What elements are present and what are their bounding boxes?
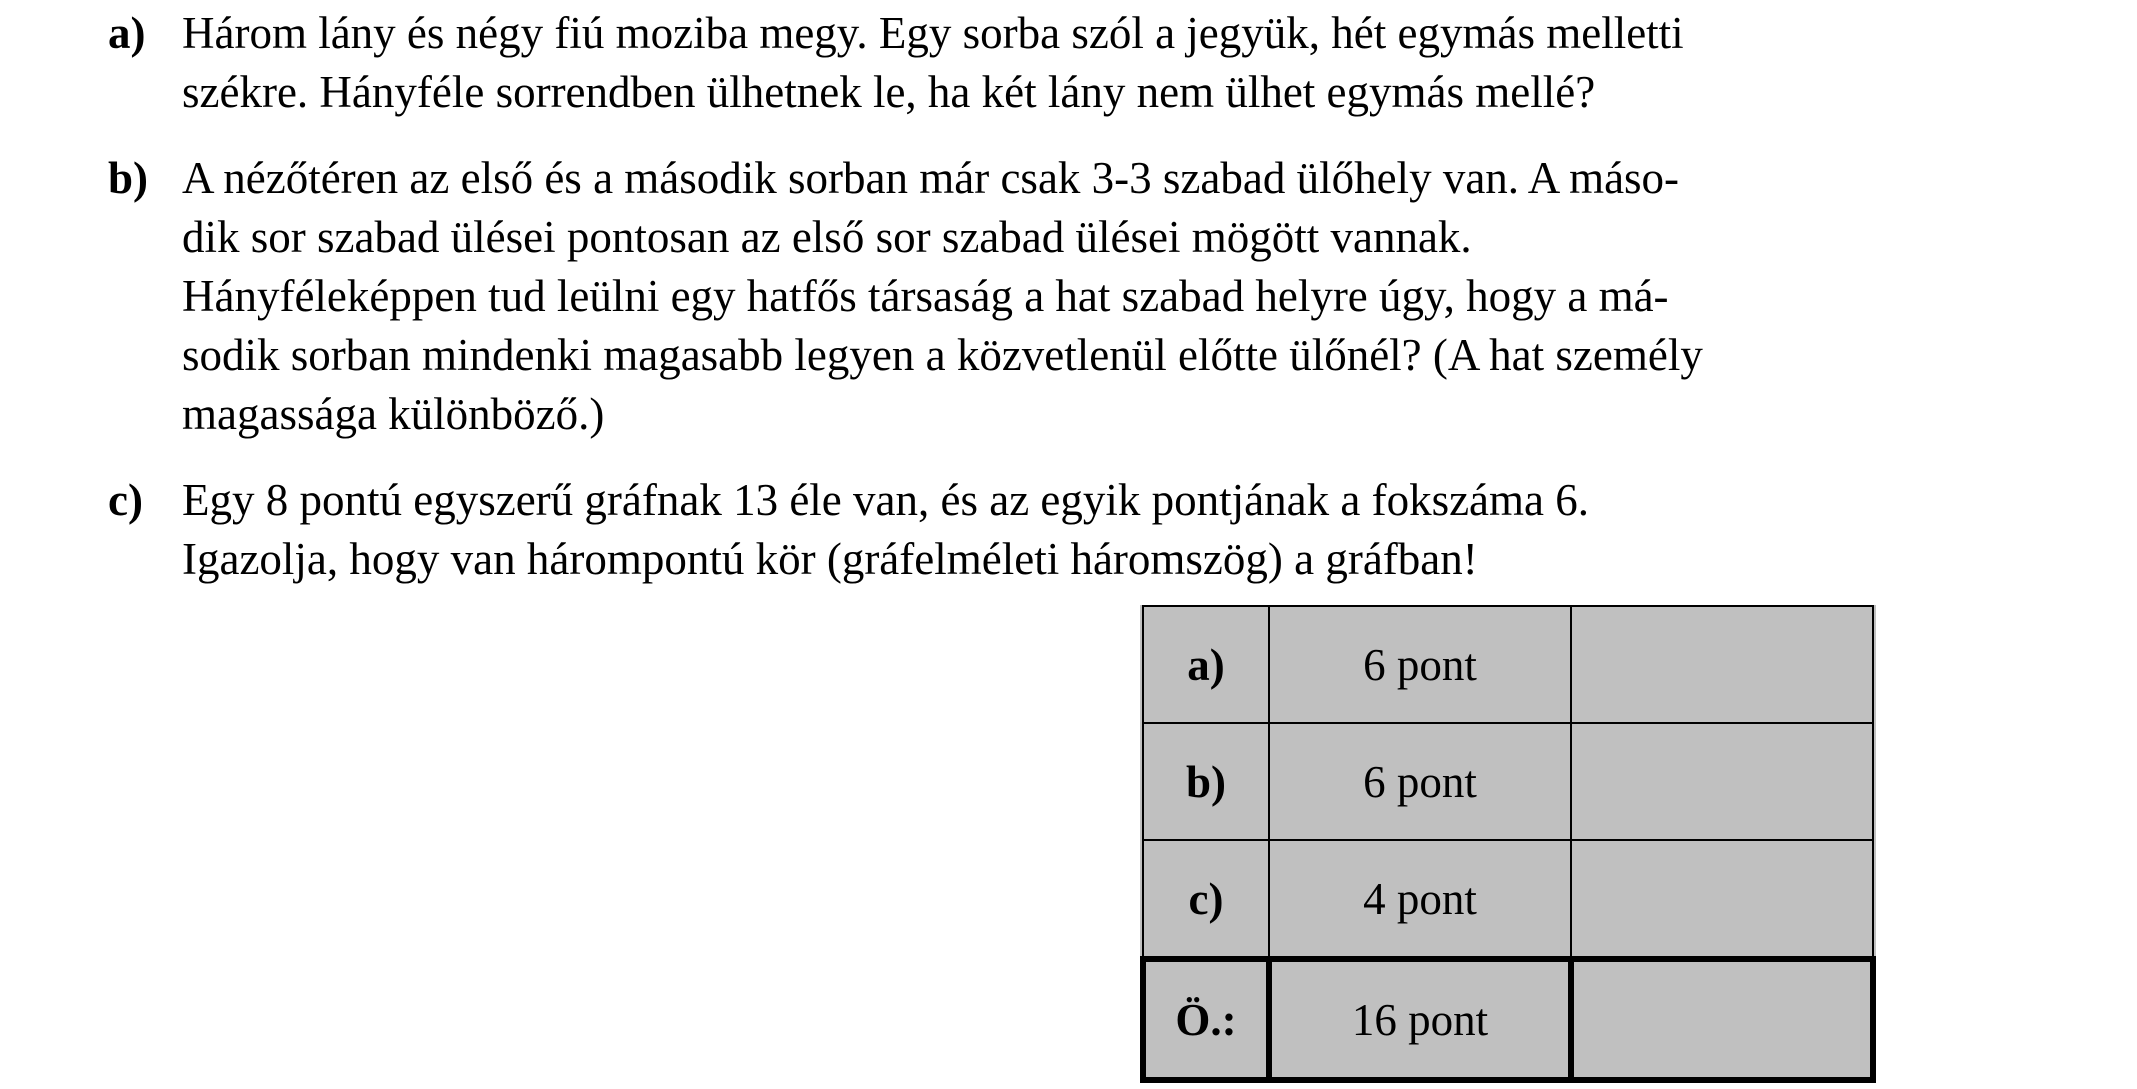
score-row-label: a) <box>1143 606 1269 723</box>
problem-text-line: Igazolja, hogy van hárompontú kör (gráfelméleti háromszög) a gráfban! <box>182 534 1478 584</box>
problem-text <box>182 4 1684 122</box>
score-row-label: b) <box>1143 723 1269 840</box>
score-table <box>1140 605 1876 1083</box>
problem-text-line: sodik sorban mindenki magasabb legyen a közvetlenül előtte ülőnél? (A hat személy <box>182 330 1703 380</box>
problem-label: c) <box>108 475 143 525</box>
score-total-earned-cell[interactable] <box>1571 959 1873 1080</box>
problem-text-line: A nézőtéren az első és a második sorban már csak 3-3 szabad ülőhely van. A máso- <box>182 153 1680 203</box>
score-row-points: 6 pont <box>1269 723 1571 840</box>
score-row-points: 4 pont <box>1269 840 1571 959</box>
problem-label: a) <box>108 8 146 58</box>
score-row-b <box>1143 723 1873 840</box>
problem-text <box>182 149 1703 444</box>
score-total-label: Ö.: <box>1143 959 1269 1080</box>
problem-b <box>108 149 1908 444</box>
score-row-points: 6 pont <box>1269 606 1571 723</box>
score-row-c <box>1143 840 1873 959</box>
problem-text-line: székre. Hányféle sorrendben ülhetnek le, ha két lány nem ülhet egymás mellé? <box>182 67 1596 117</box>
problem-text-line: Három lány és négy fiú moziba megy. Egy sorba szól a jegyük, hét egymás melletti <box>182 8 1684 58</box>
score-row-a <box>1143 606 1873 723</box>
problem-text-line: Hányféleképpen tud leülni egy hatfős társaság a hat szabad helyre úgy, hogy a má- <box>182 271 1669 321</box>
problem-text-line: dik sor szabad ülései pontosan az első sor szabad ülései mögött vannak. <box>182 212 1472 262</box>
score-row-earned-cell[interactable] <box>1571 606 1873 723</box>
score-row-label: c) <box>1143 840 1269 959</box>
problem-text-line: Egy 8 pontú egyszerű gráfnak 13 éle van, és az egyik pontjának a fokszáma 6. <box>182 475 1589 525</box>
score-row-earned-cell[interactable] <box>1571 723 1873 840</box>
problem-text-line: magassága különböző.) <box>182 389 605 439</box>
score-total-points: 16 pont <box>1269 959 1571 1080</box>
problem-label: b) <box>108 153 149 203</box>
problem-a <box>108 0 1908 122</box>
score-row-total <box>1143 959 1873 1080</box>
problem-list <box>108 0 1908 589</box>
problem-text <box>182 471 1589 589</box>
score-row-earned-cell[interactable] <box>1571 840 1873 959</box>
problem-c <box>108 471 1908 589</box>
